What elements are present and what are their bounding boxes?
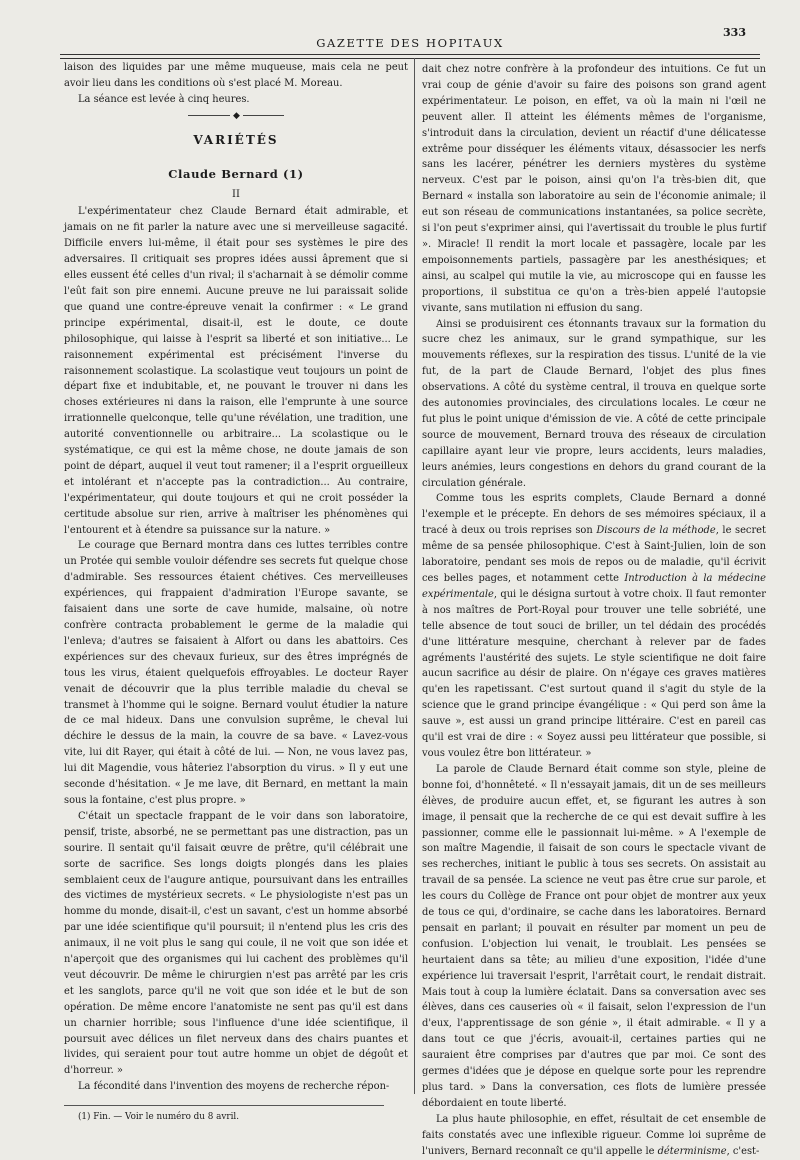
footnote: (1) Fin. — Voir le numéro du 8 avril.	[78, 1112, 240, 1123]
column-divider	[414, 58, 415, 1094]
body-paragraph: dait chez notre confrère à la profondeur des intuitions. Ce fut un vrai coup de génie d'avoir su faire des poisons son grand agent expérimentateur. Le poison, en effet, va où la main ni l'œil ne peuvent aller. Il atteint les éléments mêmes de l'organisme, s'introduit dans la circulation, devient un réactif d'une délicatesse extrême pour disséquer les éléments vitaux, désassocier les nerfs sans les lacérer, pénétrer les derniers mystères du système nerveux. C'est par le poison, ainsi qu'on l'a très-bien dit, que Bernard « installa son laboratoire au sein de l'économie animale; il eut son réseau de communications instantanées, sa police secrète, si l'on peut s'exprimer ainsi, qui l'avertissait du trouble le plus furtif ». Miracle! Il rendit la mort locale et passagère, locale par les empoisonnements partiels, passagère par les anesthésiques; et ainsi, au scalpel qui mutile la vie, au microscope qui en fausse les proportions, il substitua ce qu'on a très-bien appelé l'autopsie vivante, sans mutilation ni effusion du sang.	[422, 64, 766, 314]
header-rule	[60, 54, 760, 59]
journal-title: GAZETTE DES HOPITAUX	[316, 36, 504, 50]
body-paragraph	[422, 1112, 766, 1160]
body-paragraph: La fécondité dans l'invention des moyens de recherche répon-	[78, 1081, 390, 1093]
body-paragraph: L'expérimentateur chez Claude Bernard était admirable, et jamais on ne fit parler la nature avec une si merveilleuse sagacité. Difficile envers lui-même, il était pour ses systèmes le pire des adversaires. Il critiquait ses propres idées aussi âprement que si elles eussent été celles d'un rival; il s'acharnait à se démolir comme l'eût fait son pire ennemi. Aucune preuve ne lui paraissait solide que quand une contre-épreuve venait la confirmer : « Le grand principe expérimental, disait-il, est le doute, ce doute philosophique, qui laisse à l'esprit sa liberté et son initiative... Le raisonnement expérimental est précisément l'inverse du raisonnement scolastique. La scolastique veut toujours un point de départ fixe et indubitable, et, ne pouvant le trouver ni dans les choses extérieures ni dans la raison, elle l'emprunte à une source irrationnelle quelconque, telle qu'une révélation, une tradition, une autorité conventionnelle ou arbitraire... La scolastique ou le systématique, ce qui est la même chose, ne doute jamais de son point de départ, auquel il veut tout ramener; il a l'esprit orgueilleux et intolérant et n'accepte pas la contradiction... Au contraire, l'expérimentateur, qui doute toujours et qui ne croit posséder la certitude absolue sur rien, arrive à maîtriser les phénomènes qui l'entourent et à étendre sa puissance sur la nature. »	[64, 206, 408, 536]
session-close: La séance est levée à cinq heures.	[78, 93, 250, 105]
body-paragraph: Le courage que Bernard montra dans ces luttes terribles contre un Protée qui semble vouloir défendre ses secrets fut quelque chose d'admirable. Ses ressources étaient chétives. Ces merveilleuses expériences, qui frappaient d'admiration l'Europe savante, se faisaient dans une sorte de cave humide, malsaine, où notre confrère contracta probablement le germe de la maladie qui l'enleva; d'autres se faisaient à Alfort ou dans les abattoirs. Ces expériences sur des chevaux furieux, sur des êtres imprégnés de tous les virus, étaient quelquefois effroyables. Le docteur Rayer venait de découvrir que la plus terrible maladie du cheval se transmet à l'homme qui le soigne. Bernard voulut étudier la nature de ce mal hideux. Dans une convulsion suprême, le cheval lui déchire le dessus de la main, la couvre de sa bave. « Lavez-vous vite, lui dit Rayer, qui était à côté de lui. — Non, ne vous lavez pas, lui dit Magendie, vous hâteriez l'absorption du virus. » Il y eut une seconde d'hésitation. « Je me lave, dit Bernard, en mettant la main sous la fontaine, c'est plus propre. »	[64, 540, 408, 806]
text-run: , qui le désigna surtout à votre choix. Il faut remonter à nos maîtres de Port-Royal pour trouver une telle sobriété, une telle absence de tout souci de briller, un tel dédain des procédés d'une littérature mesquine, cherchant à relever par de fades agréments l'austérité des sujets. Le style scientifique ne doit faire aucun sacrifice au désir de plaire. On n'égaye ces graves matières qu'en les rapetissant. C'est surtout quand il s'agit du style de la science que le grand principe évangélique : « Qui perd son âme la sauve », est aussi un grand principe littéraire. C'est en pareil cas qu'il est vrai de dire : « Soyez aussi peu littérateur que possible, si vous voulez être bon littérateur. »	[422, 588, 766, 759]
right-column	[422, 62, 766, 1160]
body-paragraph: Ainsi se produisirent ces étonnants travaux sur la formation du sucre chez les animaux, sur le grand sympathique, sur les mouvements réflexes, sur la respiration des tissus. L'unité de la vie fut, de la part de Claude Bernard, l'objet des plus fines observations. A côté du système central, il trouva en quelque sorte des autonomies provinciales, des circulations locales. Le cœur ne fut plus le point unique d'émission de vie. A côté de cette principale source de mouvement, Bernard trouva des réseaux de circulation capillaire ayant leur vie propre, leurs accidents, leurs maladies, leurs anémies, leurs congestions en dehors du grand courant de la circulation générale.	[422, 318, 766, 489]
emphasis-term: déterminisme	[657, 1145, 727, 1157]
left-column	[64, 60, 408, 1126]
page-number: 333	[723, 26, 746, 39]
article-title: Claude Bernard (1)	[168, 166, 304, 181]
text-run: , le secret même de sa pensée philosophique. C'est à Saint-Julien, loin de son laboratoire, pendant ses mois de repos ou de maladie, qu'il écrivit ces belles pages, et notamment cette	[422, 525, 766, 584]
body-paragraph: La parole de Claude Bernard était comme son style, pleine de bonne foi, d'honnêteté. « Il n'essayait jamais, dit un de ses meilleurs élèves, de produire aucun effet, et, se figurant les autres à son image, il pensait que la recherche de ce qui est devait suffire à les passionner, comme elle le passionnait lui-même. » A l'exemple de son maître Magendie, il faisait de son cours le spectacle vivant de ses recherches, initiant le public à tous ses secrets. On assistait au travail de sa pensée. La science ne veut pas être crue sur parole, et les cours du Collège de France ont pour objet de montrer aux yeux de tous ce qui, d'ordinaire, se cache dans les laboratoires. Bernard pensait en parlant; il pouvait en résulter par moment un peu de confusion. L'objection lui venait, le troublait. Les pensées se heurtaient dans sa tête; au milieu d'une exposition, l'idée d'une expérience lui traversait l'esprit, l'arrêtait court, le rendait distrait. Mais tout à coup la lumière éclatait. Dans sa conversation avec ses élèves, dans ces causeries où « il faisait, selon l'expression de l'un d'eux, l'apprentissage de son génie », il était admirable. « Il y a dans tout ce que j'écris, avouait-il, certaines parties qui ne sauraient être comprises par d'autres que par moi. Ce sont des germes d'idées que je dépose en quelque sorte pour les reprendre plus tard. » Dans la conversation, ces flots de lumière pressée débordaient en toute liberté.	[422, 763, 766, 1109]
body-paragraph: C'était un spectacle frappant de le voir dans son laboratoire, pensif, triste, absorbé, ne se permettant pas une distraction, pas un sourire. Il sentait qu'il faisait œuvre de prêtre, qu'il célébrait une sorte de sacrifice. Ses longs doigts plongés dans les plaies semblaient ceux de l'augure antique, poursuivant dans les entrailles des victimes de mystérieux secrets. « Le physiologiste n'est pas un homme du monde, disait-il, c'est un savant, c'est un homme absorbé par une idée scientifique qu'il poursuit; il n'entend plus les cris des animaux, il ne voit plus le sang qui coule, il ne voit que son idée et n'aperçoit que des organismes qui lui cachent des problèmes qu'il veut découvrir. De même le chirurgien n'est pas arrêté par les cris et les sanglots, parce qu'il ne voit que son idée et le but de son opération. De même encore l'anatomiste ne sent pas qu'il est dans un charnier horrible; sous l'influence d'une idée scientifique, il poursuit avec délices un filet nerveux dans des chairs puantes et livides, qui seraient pour tout autre homme un objet de dégoût et d'horreur. »	[64, 810, 408, 1077]
part-number: II	[232, 188, 240, 200]
book-title: Introduction à la médecine expérimentale	[422, 573, 767, 600]
section-title: VARIÉTÉS	[193, 132, 279, 147]
continued-paragraph: laison des liquides par une même muqueuse, mais cela ne peut avoir lieu dans les conditions où s'est placé M. Moreau.	[64, 62, 408, 89]
body-paragraph	[422, 491, 766, 761]
footnote-rule	[64, 1105, 384, 1106]
book-title: Discours de la méthode	[596, 525, 716, 537]
text-run: , c'est-	[726, 1145, 760, 1157]
text-run: Comme tous les esprits complets, Claude Bernard a donné l'exemple et le précepte. En dehors de ses mémoires spéciaux, il a tracé à deux ou trois reprises son	[422, 493, 766, 537]
text-run: La plus haute philosophie, en effet, résultait de cet ensemble de faits constatés avec une inflexible rigueur. Comme loi suprême de l'univers, Bernard reconnaît ce qu'il appelle le	[422, 1113, 766, 1157]
separator	[188, 110, 284, 121]
separator-ornament: ◆	[230, 109, 243, 125]
